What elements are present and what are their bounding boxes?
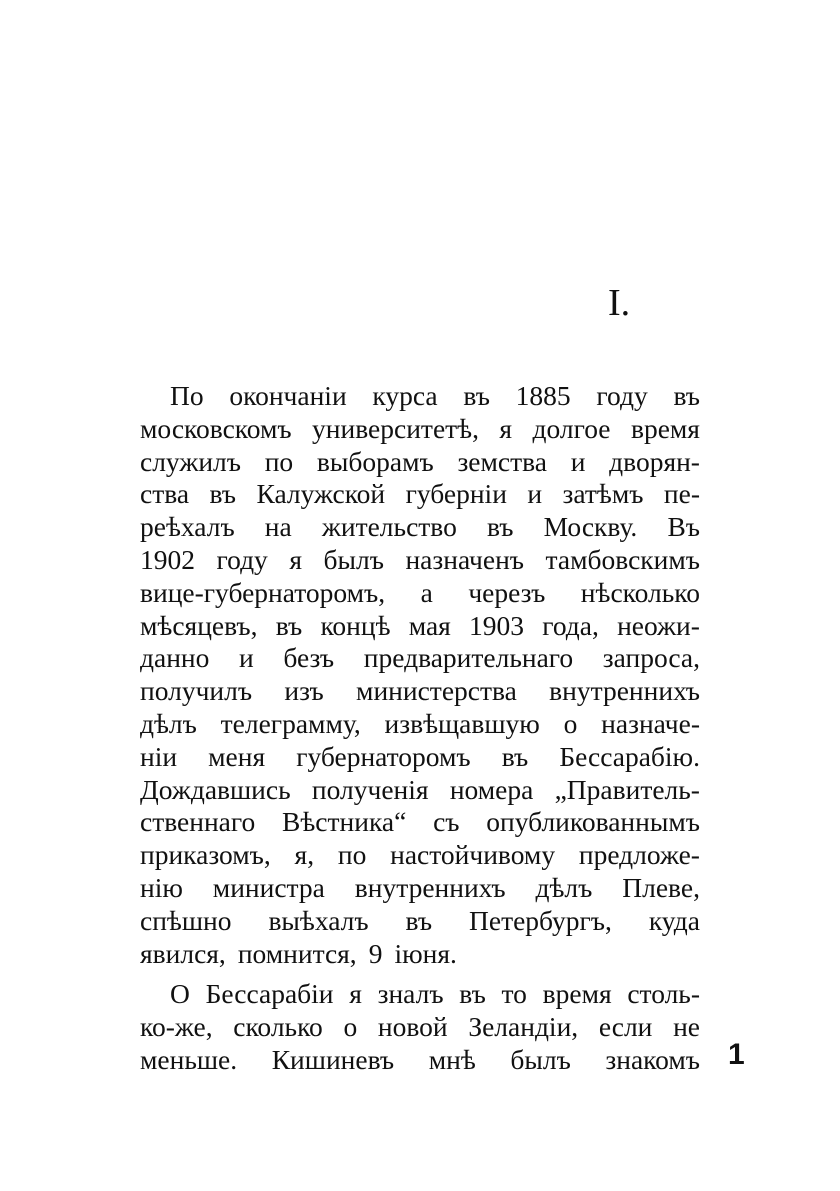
- word: губернаторомъ: [296, 740, 471, 772]
- word: курса: [372, 380, 438, 411]
- word: спѣшно: [140, 904, 232, 936]
- text-line: [140, 905, 700, 938]
- word: полученія: [311, 773, 429, 805]
- word: если: [598, 1011, 653, 1043]
- word: время: [542, 978, 612, 1010]
- word: внутреннихъ: [354, 871, 506, 903]
- paragraph-2: [140, 978, 700, 1076]
- word: московскомъ: [140, 412, 292, 444]
- word: сколько: [233, 1011, 323, 1043]
- word: я: [289, 543, 302, 575]
- word: 1885: [515, 380, 571, 411]
- word: данно: [140, 642, 210, 674]
- text-line: [140, 872, 700, 905]
- word: мнѣ: [428, 1043, 476, 1075]
- word: концѣ: [320, 609, 391, 641]
- word: вице-губернаторомъ,: [140, 576, 386, 608]
- word: былъ: [323, 543, 384, 575]
- word: 1903: [469, 609, 525, 641]
- word: опубликованнымъ: [486, 806, 700, 838]
- word: по: [264, 445, 294, 477]
- word: Дождавшись: [140, 773, 291, 805]
- word: пе-: [663, 478, 700, 510]
- word: нію: [140, 871, 183, 903]
- word: губерніи: [405, 478, 507, 510]
- word: то: [501, 978, 527, 1010]
- word: ства: [140, 478, 190, 510]
- word: новой: [377, 1011, 448, 1043]
- word: реѣхалъ: [140, 511, 235, 543]
- word: извѣщавшую: [384, 707, 540, 739]
- text-line: [140, 610, 700, 643]
- word: въ: [673, 380, 700, 411]
- word: министерства: [356, 675, 517, 707]
- text-line: [140, 675, 700, 708]
- word: внутреннихъ: [549, 675, 700, 707]
- text-line: [140, 1044, 700, 1077]
- text-line: [140, 741, 700, 774]
- word: назначе-: [601, 707, 700, 739]
- word: а: [420, 576, 433, 608]
- page-number: 1: [728, 1038, 745, 1071]
- word: предварительнаго: [363, 642, 574, 674]
- word: о: [563, 707, 578, 739]
- word: жительство: [321, 511, 457, 543]
- paragraph-gap: [140, 970, 700, 978]
- word: безъ: [283, 642, 335, 674]
- word: мая: [408, 609, 451, 641]
- word: я: [349, 978, 362, 1010]
- word: О: [170, 978, 190, 1010]
- word: и: [527, 478, 543, 510]
- word: предложе-: [578, 839, 700, 871]
- word: Вѣстника“: [282, 806, 407, 838]
- word: въ: [463, 380, 490, 411]
- text-line: [140, 446, 700, 479]
- word: тамбовскимъ: [545, 543, 700, 575]
- word: ніи: [140, 740, 178, 772]
- word: служилъ: [140, 445, 241, 477]
- word: былъ: [510, 1043, 571, 1075]
- word: іюня.: [394, 937, 457, 969]
- word: назначенъ: [405, 543, 525, 575]
- word: въ: [501, 740, 529, 772]
- word: и: [570, 445, 586, 477]
- word: настойчивому: [390, 839, 556, 871]
- word: дѣлъ: [535, 871, 593, 903]
- text-line: [140, 806, 700, 839]
- text-line: [140, 839, 700, 872]
- word: Бессарабію.: [559, 740, 700, 772]
- word: приказомъ,: [140, 839, 271, 871]
- word: меня: [208, 740, 266, 772]
- word: не: [673, 1011, 700, 1043]
- word: 1902: [140, 543, 195, 575]
- word: году: [216, 543, 268, 575]
- word: и: [239, 642, 254, 674]
- word: дѣлъ: [140, 707, 197, 739]
- word: Калужской: [256, 478, 386, 510]
- text-line: [140, 413, 700, 446]
- text-line: [140, 478, 700, 511]
- word: явился,: [140, 937, 226, 969]
- word: куда: [648, 904, 700, 936]
- word: запроса,: [602, 642, 700, 674]
- text-line: [140, 577, 700, 610]
- word: Въ: [667, 511, 700, 543]
- word: земства: [457, 445, 547, 477]
- word: Москву.: [543, 511, 638, 543]
- word: долгое: [532, 412, 611, 444]
- word: съ: [433, 806, 460, 838]
- word: ственнаго: [140, 806, 256, 838]
- word: выборамъ: [316, 445, 434, 477]
- word: меньше.: [140, 1043, 238, 1075]
- word: въ: [209, 478, 237, 510]
- word: зналъ: [377, 978, 444, 1010]
- text-line: [140, 938, 700, 971]
- word: по: [337, 839, 367, 871]
- paragraph-1: [140, 380, 700, 970]
- word: я: [499, 412, 513, 444]
- word: въ: [486, 511, 514, 543]
- word: Плеве,: [622, 871, 700, 903]
- word: номера: [449, 773, 534, 805]
- text-line: [140, 708, 700, 741]
- word: Петербургъ,: [469, 904, 612, 936]
- word: дворян-: [609, 445, 700, 477]
- word: о: [343, 1011, 358, 1043]
- word: мѣсяцевъ,: [140, 609, 258, 641]
- text-line: [140, 774, 700, 807]
- word: министра: [212, 871, 325, 903]
- body-text: [140, 380, 700, 1077]
- word: „Правитель-: [554, 773, 700, 805]
- text-line: [140, 1011, 700, 1044]
- word: 9: [368, 937, 383, 969]
- chapter-number: I.: [608, 282, 631, 324]
- word: году: [596, 380, 648, 411]
- word: ко-же,: [140, 1011, 213, 1043]
- text-line: [140, 642, 700, 675]
- word: столь-: [627, 978, 700, 1010]
- word: Кишиневъ: [271, 1043, 395, 1075]
- word: неожи-: [617, 609, 700, 641]
- word: въ: [405, 904, 433, 936]
- word: По: [170, 380, 204, 411]
- word: время: [630, 412, 700, 444]
- word: Бессарабіи: [205, 978, 334, 1010]
- word: въ: [275, 609, 303, 641]
- word: затѣмъ: [562, 478, 644, 510]
- word: я,: [294, 839, 315, 871]
- word: получилъ: [140, 675, 253, 707]
- word: выѣхалъ: [268, 904, 369, 936]
- word: въ: [459, 978, 486, 1010]
- text-line: [140, 978, 700, 1011]
- word: помнится,: [237, 937, 357, 969]
- word: телеграмму,: [220, 707, 361, 739]
- word: Зеландіи,: [468, 1011, 579, 1043]
- text-line: [140, 544, 700, 577]
- text-line: [140, 380, 700, 413]
- word: знакомъ: [605, 1043, 700, 1075]
- word: окончаніи: [229, 380, 347, 411]
- word: нѣсколько: [580, 576, 700, 608]
- word: года,: [542, 609, 599, 641]
- text-line: [140, 511, 700, 544]
- word: университетѣ,: [312, 412, 479, 444]
- word: на: [264, 511, 292, 543]
- word: изъ: [284, 675, 324, 707]
- word: черезъ: [468, 576, 546, 608]
